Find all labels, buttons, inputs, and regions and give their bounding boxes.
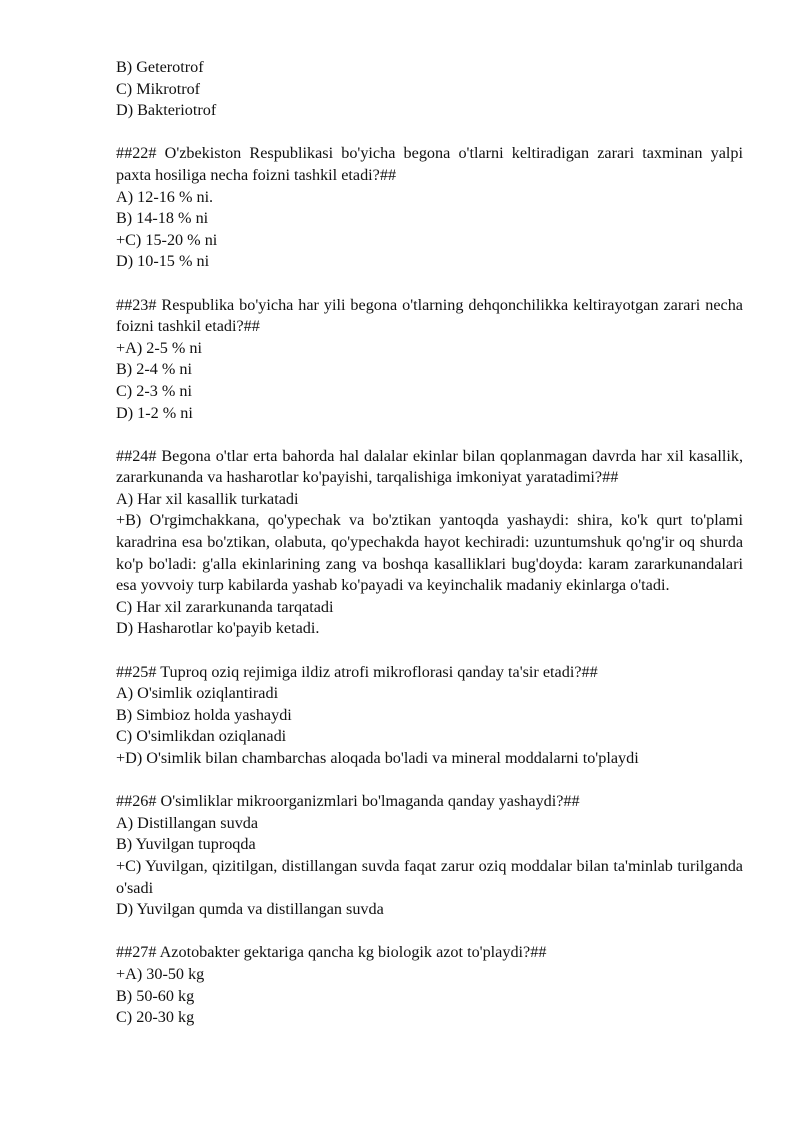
answer-option: C) Har xil zararkunanda tarqatadi bbox=[116, 597, 334, 616]
answer-option: C) 20-30 kg bbox=[116, 1008, 195, 1027]
answer-option: B) Geterotrof bbox=[116, 58, 204, 76]
question-25 bbox=[116, 662, 743, 770]
answer-option: C) 2-3 % ni bbox=[116, 381, 192, 400]
question-text: ##26# O'simliklar mikroorganizmlari bo'lmaganda qanday yashaydi?## bbox=[116, 792, 580, 811]
answer-option-correct: +C) Yuvilgan, qizitilgan, distillangan suvda faqat zarur oziq moddalar bilan ta'minlab turilganda o'sadi bbox=[116, 856, 743, 897]
answer-option-correct: +B) O'rgimchakkana, qo'ypechak va bo'ztikan yantoqda yashaydi: shira, ko'k qurt to'plami karadrina esa bo'ztikan, olabuta, qo'ypechakda hayot kechiradi: uzuntumshuk qo'ng'ir oq shurda ko'p bo'ladi: g'alla ekinlarining zang va boshqa kasalliklari bug'doyda: karam zararkunandalari esa yovvoiy turp kabilarda yashab ko'payadi va keyinchalik madaniy ekinlarga o'tadi. bbox=[116, 511, 743, 595]
question-text: ##22# O'zbekiston Respublikasi bo'yicha begona o'tlarni keltiradigan zarari taxminan yalpi paxta hosiliga necha foizni tashkil etadi?## bbox=[116, 144, 743, 184]
answer-option: C) O'simlikdan oziqlanadi bbox=[116, 727, 287, 746]
question-text: ##23# Respublika bo'yicha har yili begona o'tlarning dehqonchilikka keltirayotgan zarari necha foizni tashkil etadi?## bbox=[116, 295, 743, 336]
answer-option: D) 1-2 % ni bbox=[116, 403, 193, 422]
question-26 bbox=[116, 791, 743, 921]
answer-option: B) Simbioz holda yashaydi bbox=[116, 705, 292, 724]
answer-option: A) 12-16 % ni. bbox=[116, 187, 214, 206]
question-24 bbox=[116, 446, 743, 640]
answer-option-correct: +A) 2-5 % ni bbox=[116, 338, 203, 357]
question-text: ##25# Tuproq oziq rejimiga ildiz atrofi mikroflorasi qanday ta'sir etadi?## bbox=[116, 662, 598, 681]
answer-option-correct: +C) 15-20 % ni bbox=[116, 230, 218, 249]
answer-option: D) Yuvilgan qumda va distillangan suvda bbox=[116, 900, 384, 919]
answer-option: B) 2-4 % ni bbox=[116, 360, 192, 379]
answer-option: D) Bakteriotrof bbox=[116, 101, 217, 120]
answer-option: C) Mikrotrof bbox=[116, 79, 201, 98]
answer-option: D) 10-15 % ni bbox=[116, 252, 210, 271]
answer-option: B) 14-18 % ni bbox=[116, 209, 209, 228]
answer-option-correct: +D) O'simlik bilan chambarchas aloqada bo'ladi va mineral moddalarni to'playdi bbox=[116, 749, 639, 767]
answer-option: B) Yuvilgan tuproqda bbox=[116, 835, 256, 854]
answer-option: A) Distillangan suvda bbox=[116, 813, 259, 832]
question-text: ##24# Begona o'tlar erta bahorda hal dalalar ekinlar bilan qoplanmagan davrda har xil kasallik, zararkunanda va hasharotlar ko'payishi, tarqalishiga imkoniyat yaratadimi?## bbox=[116, 446, 743, 487]
question-27 bbox=[116, 942, 743, 1028]
answer-option: D) Hasharotlar ko'payib ketadi. bbox=[116, 619, 320, 638]
question-22 bbox=[116, 143, 743, 273]
answer-option: B) 50-60 kg bbox=[116, 986, 195, 1005]
document-page bbox=[116, 57, 743, 1029]
answer-option-correct: +A) 30-50 kg bbox=[116, 964, 205, 983]
answer-option: A) O'simlik oziqlantiradi bbox=[116, 684, 279, 703]
answer-option: A) Har xil kasallik turkatadi bbox=[116, 489, 299, 508]
question-21-tail bbox=[116, 57, 743, 122]
question-23 bbox=[116, 295, 743, 425]
question-text: ##27# Azotobakter gektariga qancha kg biologik azot to'playdi?## bbox=[116, 943, 547, 962]
